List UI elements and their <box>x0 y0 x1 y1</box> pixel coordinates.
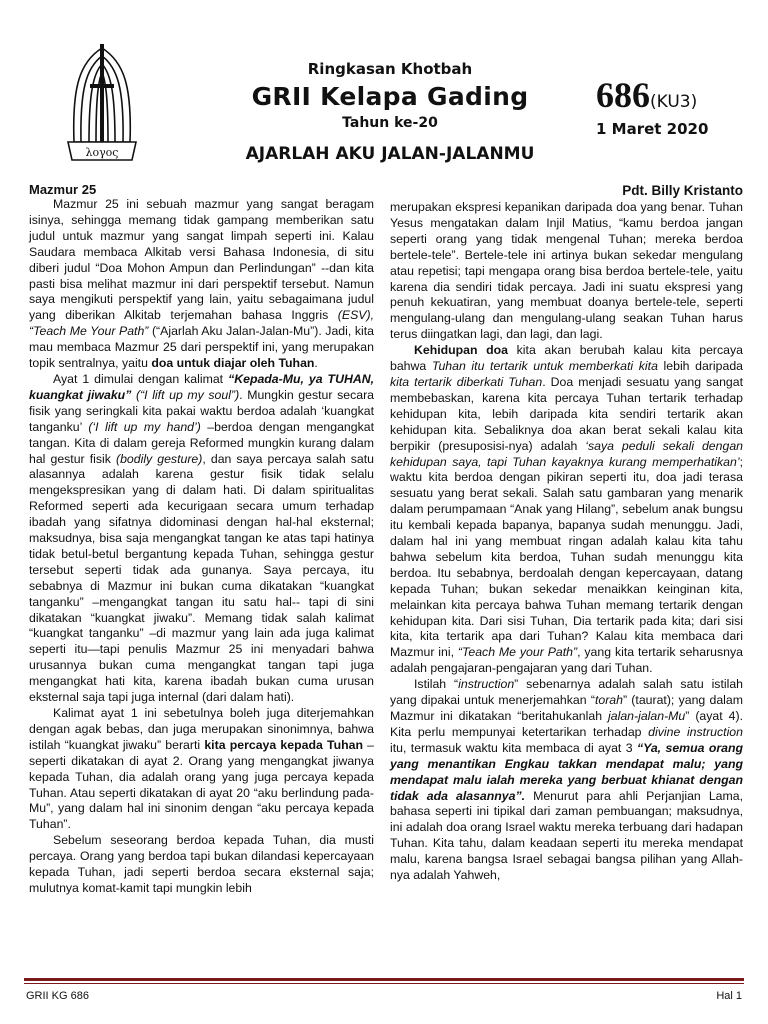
left-body <box>29 197 374 897</box>
text-run: Sebelum seseorang berdoa kepada Tuhan, dia musti percaya. Orang yang berdoa tapi bukan dilandasi kepercayaan kepada Tuhan, jadi seperti berdoa secara eksternal saja; mulutnya komat-kamit tapi mungkin lebih <box>29 833 374 895</box>
footer-rule <box>24 978 744 981</box>
text-run: (bodily gesture) <box>115 451 203 466</box>
text-run: (‘I lift up my hand’) <box>88 419 201 434</box>
text-run: . <box>314 356 318 371</box>
logo-text: λογος <box>85 146 119 159</box>
footer-rule-thin <box>24 983 744 984</box>
text-run: kita akan berubah kalau kita percaya bahwa <box>390 343 743 374</box>
text-run: (“I lift up my soul”) <box>135 387 240 402</box>
paragraph <box>29 197 374 372</box>
text-run: kita percaya kepada Tuhan <box>204 737 363 752</box>
text-run: “Kepada-Mu, ya TUHAN, kuangkat jiwaku” <box>29 371 375 402</box>
footer-bulletin-id: GRII KG 686 <box>26 990 89 1002</box>
text-run: doa untuk diajar oleh Tuhan <box>151 356 315 371</box>
text-run: ; waktu kita berdoa dengan pikiran seperti itu, doa jadi terasa sesuatu yang berat sekali. Salah satu gambaran yang menarik dalam perumpamaan “Anak yang Hilang”, sebelum anak bungsu itu kembali kepada bapanya, bapanya sudah menunggu. Jadi, dalam hal ini yang membuat ringan adalah kalau kita tahu bahwa sebelum kita berdoa, Tuhan sudah menunggu kita berdoa. Itu sebabnya, berdoalah dengan kepercayaan, datang kepada Tuhan; bukan sekedar menaikkan keinginan kita, melainkan kita percaya bahwa Tuhan memang tertarik dengan kehidupan kita. Dari sisi Tuhan, Dia tertarik pada kita; dari sisi kita, kita tertarik apa dari Tuhan? Kalau kita membaca dari Mazmur ini, <box>390 454 743 660</box>
text-run: . Doa menjadi sesuatu yang sangat membebaskan, karena kita percaya Tuhan tertarik terhadap kehidupan kita, lebih daripada kita sendiri tertarik akan kehidupan kita. Sebaliknya doa akan berat sekali kalau kita berpikir (presuposisi-nya) adalah <box>390 374 744 453</box>
passage-heading: Mazmur 25 <box>29 182 97 197</box>
speaker-name: Pdt. Billy Kristanto <box>622 183 743 198</box>
church-logo <box>62 42 142 170</box>
text-run: Mazmur 25 ini sebuah mazmur yang sangat beragam isinya, sehingga memang tidak gampang memberikan satu judul untuk mazmur yang sangat limpah seperti ini. Kalau Saudara membaca Alkitab versi Bahasa Indonesia, di situ diberi judul “Doa Mohon Ampun dan Perlindungan” --dan kita pasti bisa melihat mazmur ini dari perspektif tersebut. Namun saya mengikuti perspektif yang lain, yaitu sebagaimana judul yang diberikan Alkitab terjemahan bahasa Inggris <box>29 197 374 323</box>
paragraph <box>390 200 743 343</box>
text-run: ” (ayat 4). Kita perlu mempunyai ketertarikan terhadap <box>390 709 743 739</box>
text-run: itu, termasuk waktu kita membaca di ayat 3 <box>390 740 637 755</box>
text-run: , dan saya percaya salah satu alasannya adalah karena gestur fisik tidak selalu mengekspresikan yang di dalam hati. Di dalam spiritualitas Reformed seperti ada kecurigaan secara umum terhadap ibadah yang sifatnya didominasi dengan hal-hal eksternal; maksudnya, bisa saja mengangkat tangan ke atas tapi hatinya tidak betul-betul bergantung kepada Tuhan, sehingga gestur tersebut seperti tidak ada gunanya. Saya percaya, itu sebabnya di Mazmur ini bukan cuma dikatakan “kuangkat tanganku” –mengangkat tangan itu satu hal-- tapi di sini dikatakan “kuangkat jiwaku”. Memang tidak salah kalimat “kuangkat tanganku” –di mazmur yang lain ada juga kalimat seperti itu—tapi penulis Mazmur 25 ini menyadari bahwa urusannya bukan cuma mengangkat tangan tapi juga mengangkat hati kita, karena ibadah bukan cuma urusan eksternal saja tapi juga internal (dari dalam hati). <box>29 451 374 705</box>
sermon-title: AJARLAH AKU JALAN-JALANMU <box>245 144 535 164</box>
bulletin-subtitle: Ringkasan Khotbah <box>307 60 473 78</box>
text-run: lebih daripada <box>657 359 743 374</box>
paragraph <box>29 706 374 833</box>
text-run: kita tertarik diberkati Tuhan <box>390 374 543 389</box>
text-run: (ESV), “Teach Me Your Path” <box>29 308 374 339</box>
text-run: torah <box>594 693 623 708</box>
church-name: GRII Kelapa Gading <box>251 82 529 111</box>
paragraph <box>29 833 374 897</box>
text-run: , yang kita tertarik seharusnya adalah pengajaran-pengajaran yang dari Tuhan. <box>390 645 743 676</box>
page-number: Hal 1 <box>716 990 742 1002</box>
text-run: Ayat 1 dimulai dengan kalimat <box>53 371 229 386</box>
paragraph <box>29 372 374 706</box>
paragraph <box>390 343 743 677</box>
right-body <box>390 200 743 884</box>
text-run: . Mungkin gestur secara fisik yang seringkali kita pakai waktu berdoa adalah ‘kuangkat tanganku’ <box>29 387 375 434</box>
text-run: –berdoa dengan mengangkat tangan. Kita di dalam gereja Reformed mungkin kurang dalam hal gestur fisik <box>29 419 374 466</box>
paragraph <box>390 677 743 884</box>
text-run: jalan-jalan-Mu <box>608 709 686 723</box>
issue-date: 1 Maret 2020 <box>596 120 709 138</box>
issue-code: (KU3) <box>650 92 698 112</box>
text-run: ” sebenarnya adalah salah satu istilah yang dipakai untuk menerjemahkan “ <box>390 677 744 708</box>
issue-block <box>596 74 697 116</box>
text-run: ” (taurat); yang dalam Mazmur ini dikatakan “beritahukanlah <box>390 693 743 723</box>
church-year: Tahun ke-20 <box>342 115 438 131</box>
text-run: –seperti dikatakan di ayat 2. Orang yang mengangkat jiwanya kepada Tuhan, dia adalah orang yang juga percaya kepada Tuhan. Atau seperti dikatakan di ayat 20 “aku berlindung pada-Mu”, yang dalam hal ini sinonim dengan “aku percaya kepada Tuhan”. <box>29 737 375 832</box>
text-run: (“Ajarlah Aku Jalan-Jalan-Mu”). Jadi, kita mau membaca Mazmur 25 dari perspektif ini, yang merupakan topik sentralnya, yaitu <box>29 324 374 371</box>
text-run: “Teach Me your Path” <box>457 645 578 660</box>
right-column <box>390 182 743 884</box>
text-run: merupakan ekspresi kepanikan daripada doa yang benar. Tuhan Yesus mengatakan dalam Injil Matius, “kamu berdoa jangan seperti orang yang tidak mengenal Tuhan; mereka berdoa bertele-tele”. Bertele-tele ini artinya bukan sekedar mengulang atau repetisi; tapi mengapa orang bisa berdoa bertele-tele, yaitu karena dia sendiri tidak percaya. Jadi ini suatu ekspresi yang penuh kekuatiran, yang membuat doanya bertele-tele, seperti mengulang-ulang dan mengulang-ulang seakan Tuhan harus terus diingatkan lagi, dan lagi, dan lagi. <box>390 200 743 342</box>
left-column <box>29 182 374 897</box>
text-run: Kalimat ayat 1 ini sebetulnya boleh juga diterjemahkan dengan agak bebas, dan juga merupakan sinonimnya, bahwa istilah “kuangkat jiwaku” berarti <box>29 706 374 752</box>
issue-number: 686 <box>596 75 650 115</box>
text-run: “Ya, semua orang yang menantikan Engkau takkan mendapat malu; yang mendapat malu ialah mereka yang berbuat khianat dengan tidak ada alasannya”. <box>390 740 743 803</box>
text-run: instruction <box>458 677 515 692</box>
text-run: Istilah “ <box>414 677 459 692</box>
text-run: Tuhan itu tertarik untuk memberkati kita <box>431 359 658 374</box>
text-run: Kehidupan doa <box>414 343 509 358</box>
text-run: divine instruction <box>648 724 743 739</box>
text-run: ‘saya peduli sekali dengan kehidupan saya, tapi Tuhan kayaknya kurang memperhatikan’ <box>390 438 743 469</box>
text-run: Menurut para ahli Perjanjian Lama, bahasa seperti ini tipikal dari zaman pembuangan; maksudnya, ini adalah doa orang Israel waktu mereka terbuang dari hadapan Tuhan. Kita tahu, dalam keadaan seperti itu mereka mendapat malu, karena bangsa Israel sebagai bangsa pilihan yang Allah-nya adalah Yahweh, <box>390 788 744 883</box>
